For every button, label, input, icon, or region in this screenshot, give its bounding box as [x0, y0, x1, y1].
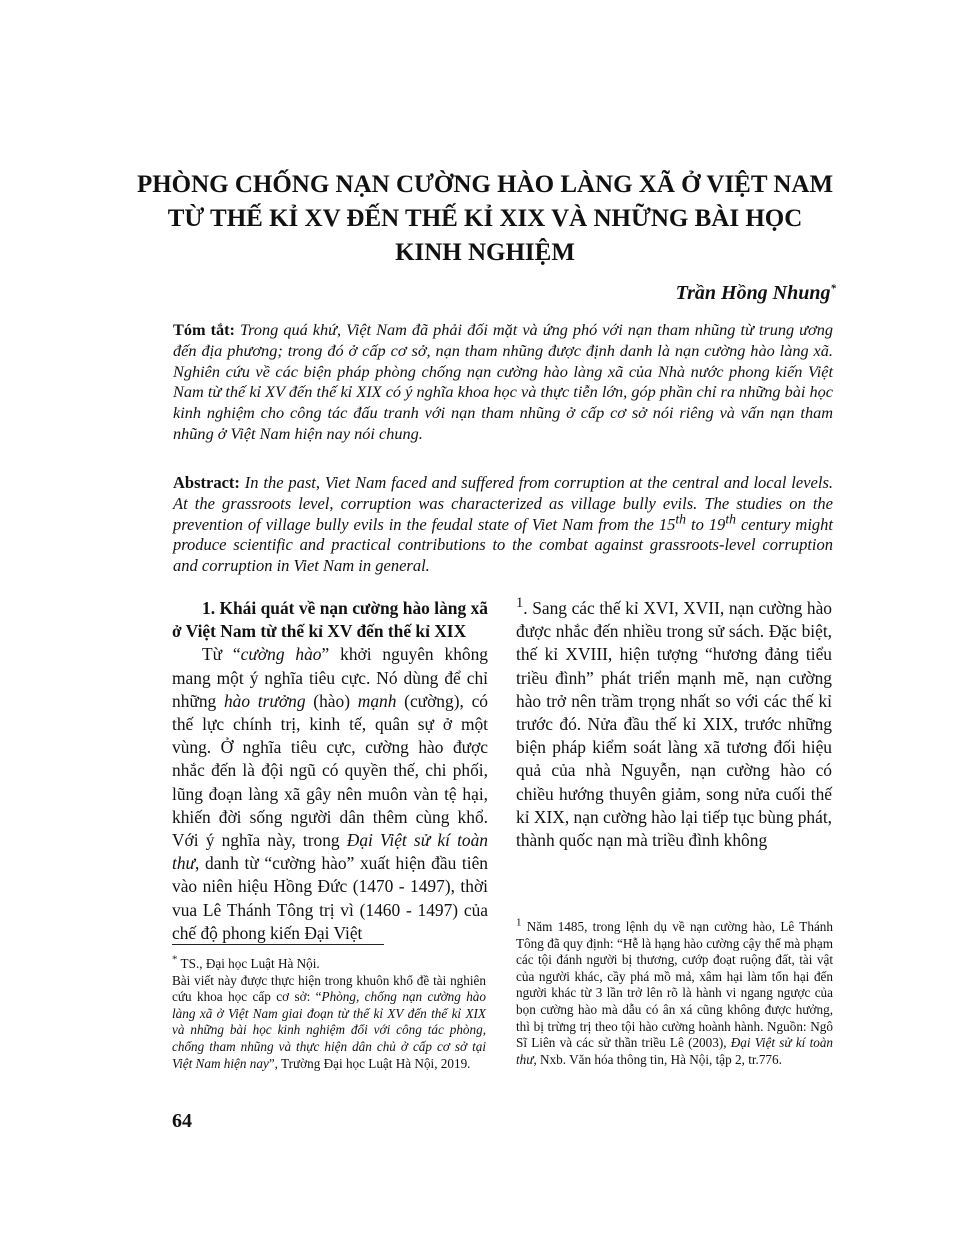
footnote-affiliation [172, 953, 486, 973]
title-line-3: KINH NGHIỆM [395, 239, 575, 266]
body-text: ” khởi nguyên không mang một ý nghĩa tiêu cực. Nó dùng để chỉ những [172, 644, 488, 711]
section-heading: 1. Khái quát về nạn cường hào làng xã ở Việt Nam từ thế kỉ XV đến thế kỉ XIX [172, 598, 488, 642]
article-title [130, 168, 840, 270]
footnote-italic: Phòng, chống nạn cường hào làng xã ở Việt Nam giai đoạn từ thế kỉ XV đến thế kỉ XIX và những bài học kinh nghiệm đối với công tác phòng, chống tham nhũng và thực hiện dân chủ ở cấp cơ sở tại Việt Nam hiện nay [172, 989, 486, 1071]
footnote-text: , Nxb. Văn hóa thông tin, Hà Nội, tập 2, tr.776. [533, 1051, 782, 1067]
body-column-left [172, 597, 488, 945]
body-paragraph-part-1 [172, 643, 488, 945]
footnote-text: TS., Đại học Luật Hà Nội. [177, 956, 320, 971]
title-line-1: PHÒNG CHỐNG NẠN CƯỜNG HÀO LÀNG XÃ Ở VIỆT NAM [136, 171, 834, 198]
author [676, 282, 836, 305]
abstract-en-text-1: In the past, Viet Nam faced and suffered from corruption at the central and local levels. At the grassroots level, corruption was characterized as village bully evils. The studies on the prevention of village bully evils in the feudal state of Viet Nam from the 15 [173, 473, 833, 534]
title-line-2: TỪ THẾ KỈ XV ĐẾN THẾ KỈ XIX VÀ NHỮNG BÀI HỌC [167, 205, 803, 232]
body-text: , danh từ “cường hào” xuất hiện đầu tiên vào niên hiệu Hồng Đức (1470 - 1497), thời vua Lê Thánh Tông trị vì (1460 - 1497) của chế độ phong kiến Đại Việt [172, 853, 488, 943]
footnote-rule-left [172, 944, 384, 945]
footnote-1-text [516, 916, 834, 1068]
abstract-en-label: Abstract: [173, 473, 240, 492]
abstract-en-text-2: to 19 [686, 514, 726, 534]
abstract-vi-label: Tóm tắt: [173, 320, 235, 339]
body-italic: hào trưởng [223, 690, 306, 711]
body-column-right [516, 597, 832, 852]
abstract-english [173, 473, 833, 577]
body-italic: Đại Việt sử kí toàn thư [172, 830, 488, 874]
abstract-vietnamese [173, 320, 833, 445]
abstract-en-sup-2: th [725, 511, 737, 527]
footnote-text: Bài viết này được thực hiện trong khuôn khổ đề tài nghiên cứu khoa học cấp cơ sở: “ [172, 972, 486, 1005]
body-italic: mạnh [357, 690, 397, 711]
body-italic: cường hào [240, 644, 322, 665]
footnote-text: Năm 1485, trong lệnh dụ về nạn cường hào, Lê Thánh Tông đã quy định: “Hễ là hạng hào cường cậy thế mà phạm các tội đánh người bị thương, cướp đoạt ruộng đất, tài vật của người khác, cầy phá mồ mả, xâm hại làm tổn hại đến người khác từ 3 lần trở lên rõ là hành vi ngang ngược của bọn cường hào mà dẫu có ân xá cũng không được hưởng, thì bị trừng trị theo tội hào cường hoành hành. Nguồn: Ngô Sĩ Liên và các sử thần triều Lê (2003), [516, 919, 833, 1051]
abstract-vi-text: Trong quá khứ, Việt Nam đã phải đối mặt và ứng phó với nạn tham nhũng từ trung ương đến địa phương; trong đó ở cấp cơ sở, nạn tham nhũng được định danh là nạn cường hào làng xã. Nghiên cứu về các biện pháp phòng chống nạn cường hào làng xã của Nhà nước phong kiến Việt Nam từ thế kỉ XV đến thế kỉ XIX có ý nghĩa khoa học và thực tiễn lớn, góp phần chỉ ra những bài học kinh nghiệm cho công tác đấu tranh với nạn tham nhũng ở cấp cơ sở nói riêng và vấn nạn tham nhũng ở Việt Nam hiện nay nói chung. [173, 320, 833, 443]
footnote-mark: 1 [516, 916, 522, 929]
author-name: Trần Hồng Nhung [675, 282, 831, 304]
footnote-mark: * [172, 953, 178, 966]
body-text: (cường), có thế lực chính trị, kinh tế, quân sự ở một vùng. Ở nghĩa tiêu cực, cường hào được nhắc đến là đội ngũ có quyền thế, chi phối, lũng đoạn làng xã gây nên muôn vàn tệ hại, khiến đời sống người dân thêm cùng khổ. Với ý nghĩa này, trong [172, 690, 488, 851]
body-text: (hào) [305, 690, 358, 711]
footnote-text: ”, Trường Đại học Luật Hà Nội, 2019. [268, 1055, 471, 1071]
page-number: 64 [172, 1110, 192, 1132]
footnote-project [172, 973, 486, 1073]
body-text: Từ “ [202, 644, 241, 665]
abstract-en-text-3: century might produce scientific and practical contributions to the combat against grassroots-level corruption and corruption in Viet Nam in general. [173, 514, 833, 576]
footnote-ref-1: 1 [516, 595, 524, 612]
author-footnote-mark: * [830, 282, 836, 295]
footnote-italic: Đại Việt sử kí toàn thư [516, 1035, 834, 1067]
abstract-en-sup-1: th [675, 511, 687, 527]
footnote-author [172, 953, 486, 1072]
body-text: . Sang các thế kỉ XVI, XVII, nạn cường hào được nhắc đến nhiều trong sử sách. Đặc biệt, thế kỉ XVIII, hiện tượng “hương đảng tiểu triều đình” phát triển mạnh mẽ, nạn cường hào trở nên trầm trọng nhất so với các thế kỉ trước đó. Nửa đầu thế kỉ XIX, trước những biện pháp kiểm soát làng xã tương đối hiệu quả của nhà Nguyễn, nạn cường hào có chiều hướng thuyên giảm, song nửa cuối thế kỉ XIX, nạn cường hào lại tiếp tục bùng phát, thành quốc nạn mà triều đình không [516, 598, 832, 851]
footnote-1 [516, 916, 834, 1068]
body-paragraph-part-2 [516, 597, 832, 852]
